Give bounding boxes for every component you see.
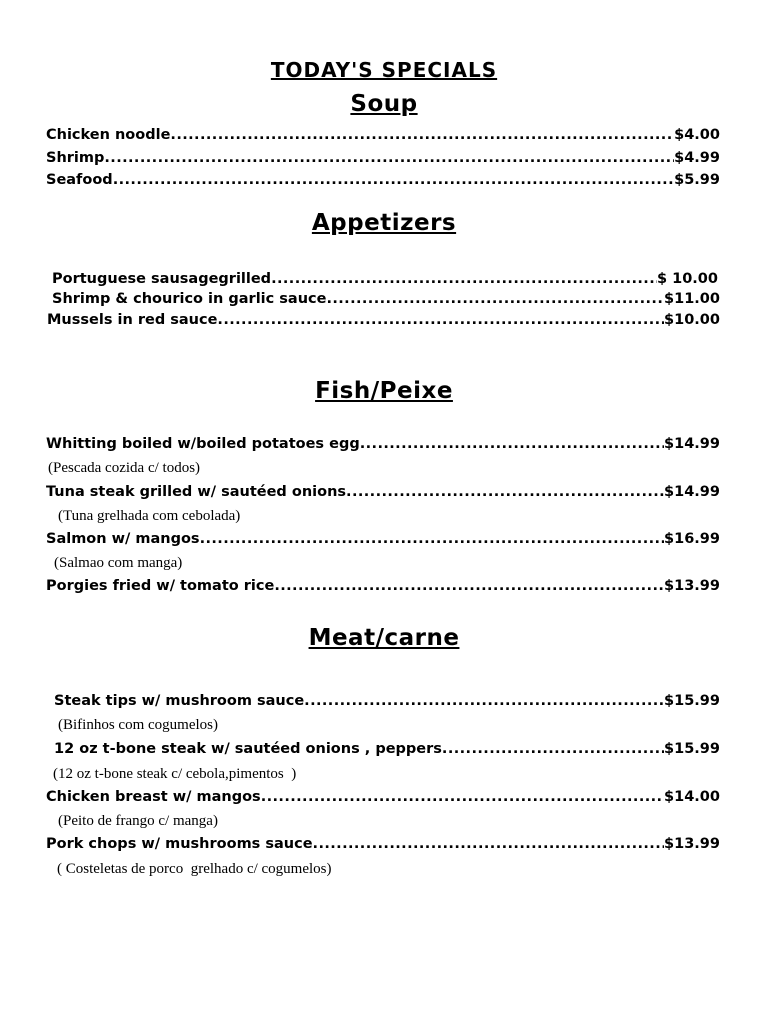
item-translation: (Pescada cozida c/ todos) [48,460,201,476]
item-price: $16.99 [664,531,720,547]
item-price: $14.99 [664,484,720,500]
item-price: $15.99 [664,741,720,757]
menu-item [46,577,720,595]
item-name: Shrimp & chourico in garlic sauce [52,291,327,307]
item-translation: (Tuna grelhada com cebolada) [58,508,241,524]
leader-dots [274,577,664,595]
leader-dots [360,435,664,453]
leader-dots [200,530,664,548]
menu-item [46,483,720,501]
item-name: Chicken noodle [46,127,171,143]
leader-dots [104,149,674,167]
section-heading-appetizers: Appetizers [311,210,457,236]
menu-item [52,290,720,308]
leader-dots [304,692,664,710]
item-price: $4.99 [674,150,720,166]
menu-item [52,270,718,288]
item-name: Salmon w/ mangos [46,531,200,547]
menu-item [54,740,720,758]
menu-item [46,788,720,806]
menu-item [46,149,720,167]
leader-dots [346,483,664,501]
item-price: $14.99 [664,436,720,452]
item-name: Porgies fried w/ tomato rice [46,578,275,594]
menu-item [46,435,720,453]
item-translation: (12 oz t-bone steak c/ cebola,pimentos ) [53,766,297,782]
leader-dots [442,740,664,758]
leader-dots [271,270,657,288]
item-price: $4.00 [674,127,720,143]
item-name: Pork chops w/ mushrooms sauce [46,836,313,852]
item-translation: (Bifinhos com cogumelos) [58,717,218,733]
item-translation: (Peito de frango c/ manga) [58,813,218,829]
menu-item [54,692,720,710]
item-name: Steak tips w/ mushroom sauce [54,693,305,709]
menu-item [46,126,720,144]
item-price: $13.99 [664,578,720,594]
item-price: $13.99 [664,836,720,852]
item-name: Whitting boiled w/boiled potatoes egg [46,436,360,452]
section-heading-meat: Meat/carne [308,625,460,651]
item-price: $14.00 [664,789,720,805]
leader-dots [113,171,674,189]
menu-item [46,171,720,189]
section-heading-soup: Soup [350,91,418,117]
item-translation: ( Costeletas de porco grelhado c/ cogumelos) [57,861,332,877]
menu-item [46,835,720,853]
leader-dots [217,311,664,329]
leader-dots [261,788,664,806]
item-price: $10.00 [664,312,720,328]
item-name: 12 oz t-bone steak w/ sautéed onions , peppers [54,741,442,757]
item-name: Chicken breast w/ mangos [46,789,261,805]
menu-item [47,311,720,329]
item-price: $11.00 [664,291,720,307]
item-name: Tuna steak grilled w/ sautéed onions [46,484,347,500]
item-name: Portuguese sausagegrilled [52,271,272,287]
leader-dots [170,126,674,144]
item-price: $5.99 [674,172,720,188]
menu-item [46,530,720,548]
item-name: Shrimp [46,150,105,166]
leader-dots [326,290,664,308]
item-translation: (Salmao com manga) [54,555,183,571]
leader-dots [313,835,665,853]
item-name: Mussels in red sauce [47,312,218,328]
section-heading-fish: Fish/Peixe [315,378,453,404]
item-price: $15.99 [664,693,720,709]
page-title: TODAY'S SPECIALS [270,58,498,82]
item-price: $ 10.00 [656,271,718,287]
item-name: Seafood [46,172,113,188]
